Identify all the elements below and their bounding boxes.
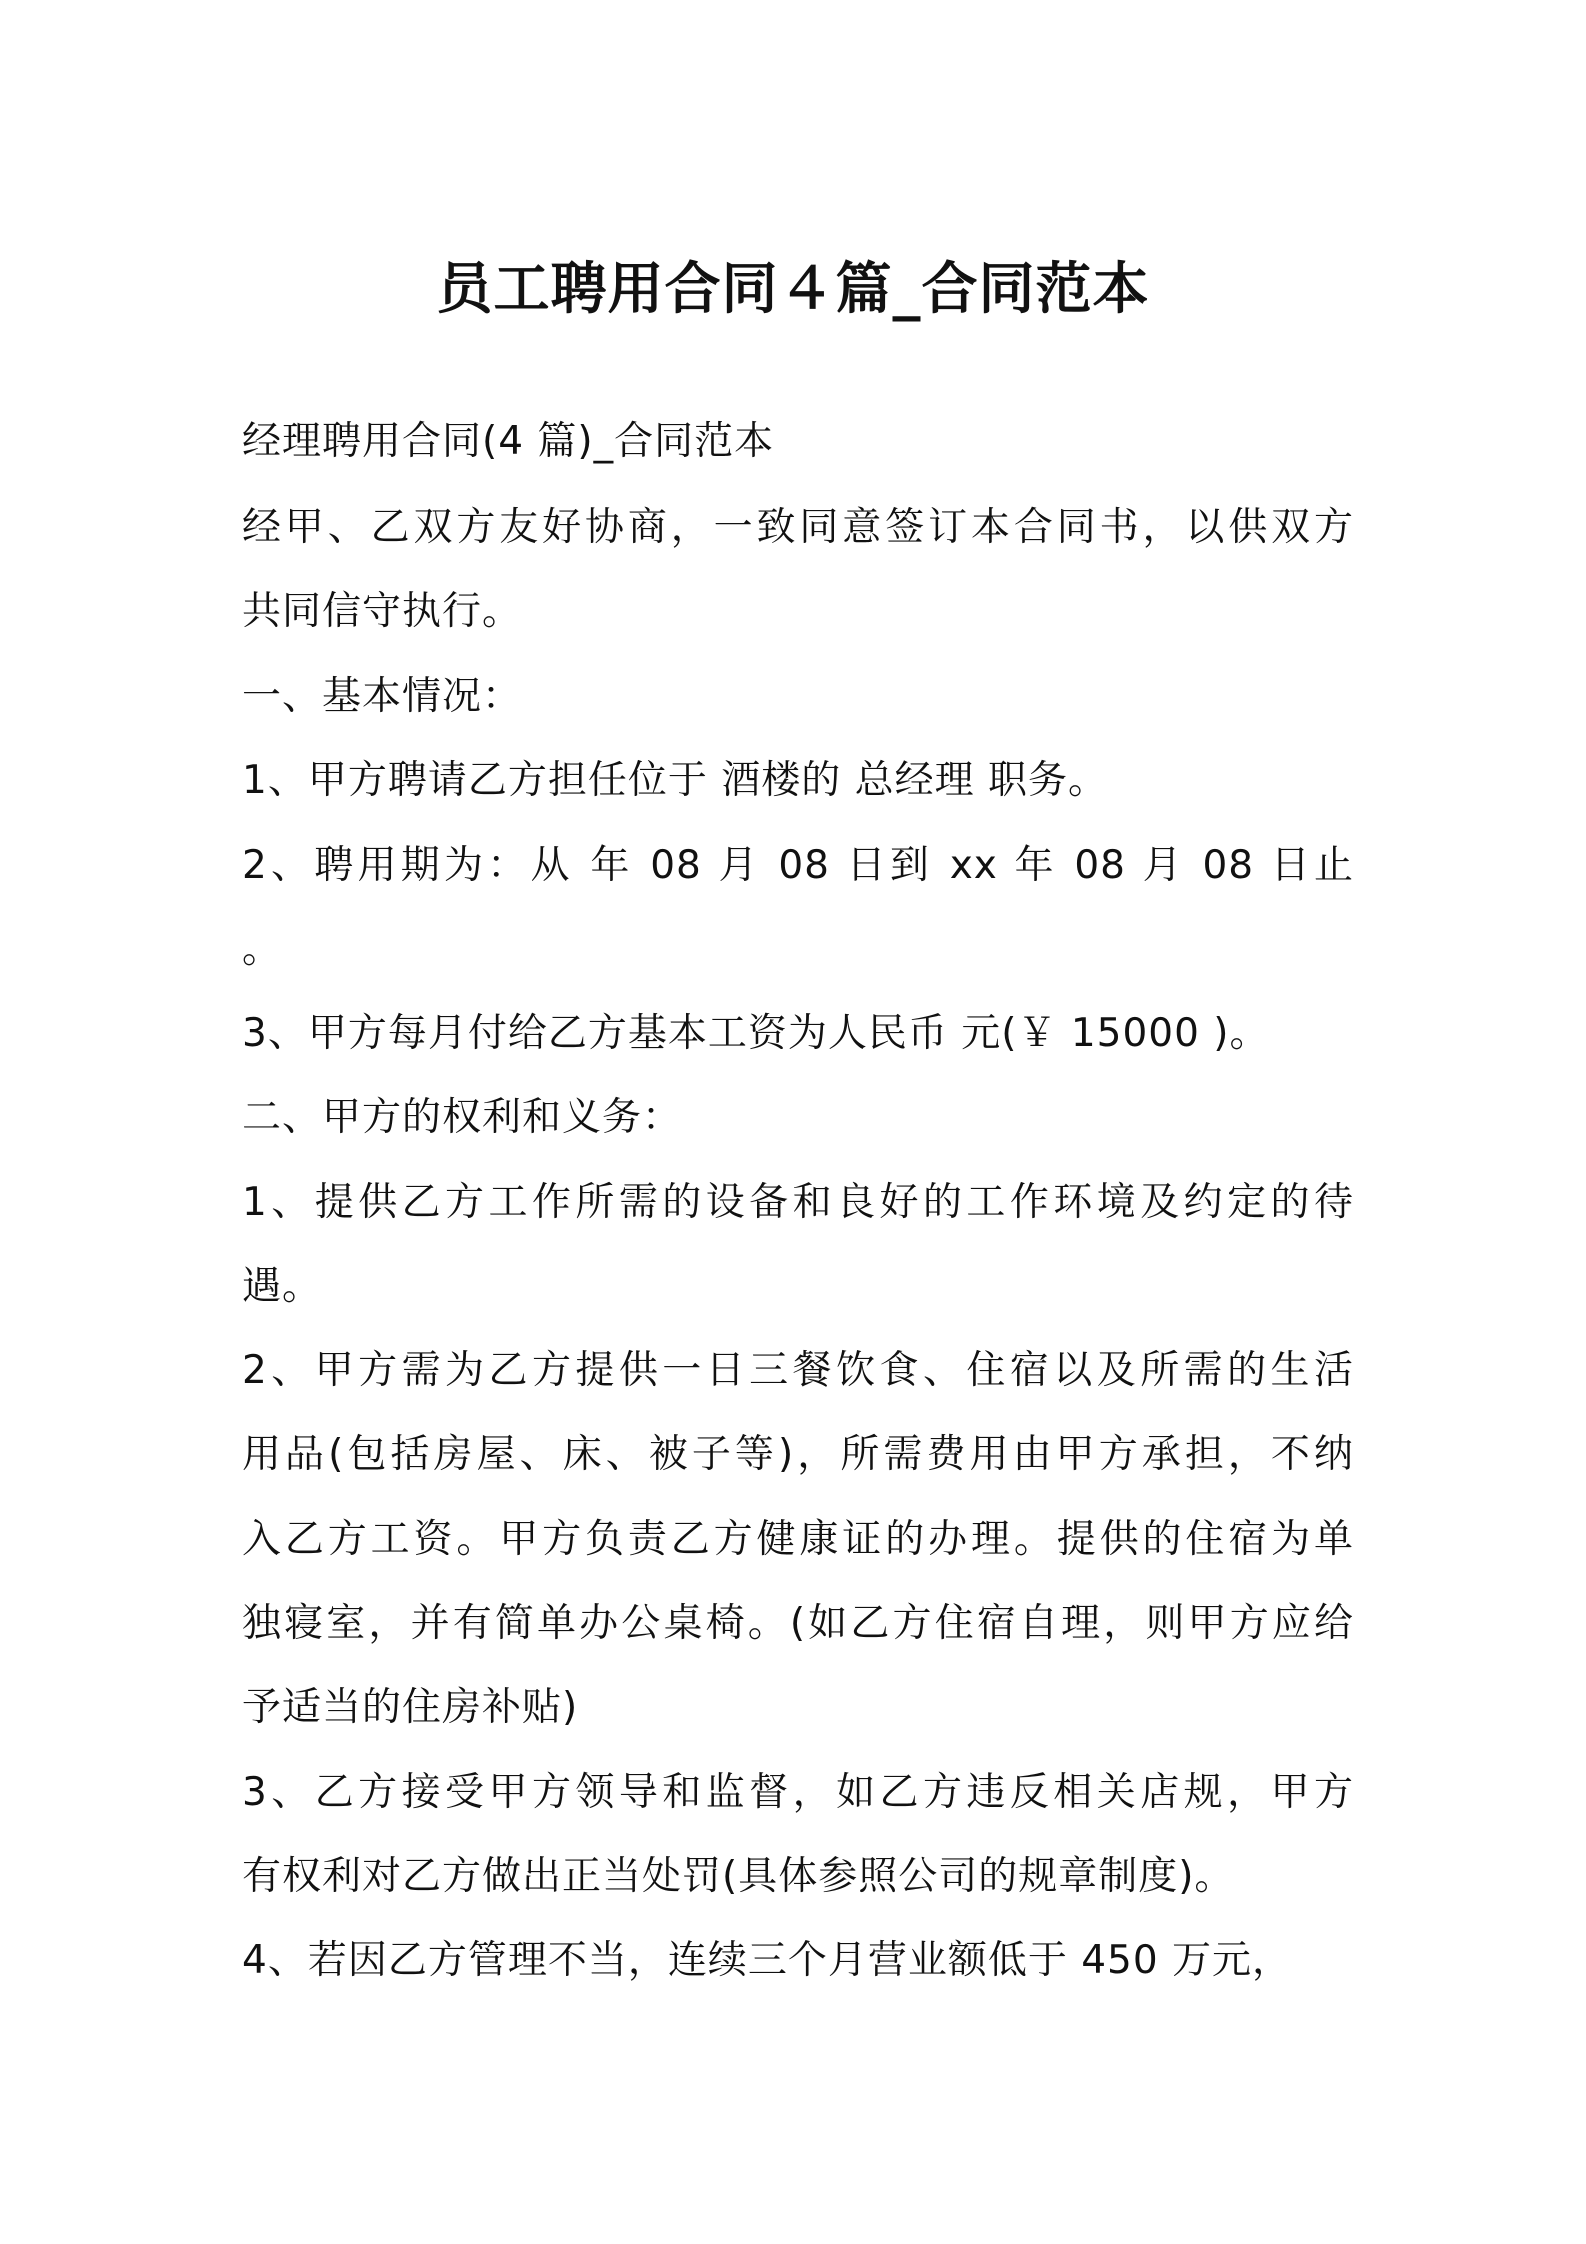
clause-line: 入乙方工资。甲方负责乙方健康证的办理。提供的住宿为单 (242, 1517, 1354, 1562)
document-title: 员工聘用合同４篇_合同范本 (436, 257, 1150, 322)
clause-line: 独寝室，并有简单办公桌椅。(如乙方住宿自理，则甲方应给 (242, 1601, 1354, 1646)
clause-line: 予适当的住房补贴) (242, 1685, 579, 1730)
subtitle-line: 经理聘用合同(4 篇)_合同范本 (242, 419, 775, 464)
clause-line: 3、乙方接受甲方领导和监督，如乙方违反相关店规，甲方 (242, 1770, 1354, 1815)
section-heading: 一、基本情况： (242, 674, 523, 719)
clause-line: 2、聘用期为：从 年 08 月 08 日到 xx 年 08 月 08 日止 (242, 843, 1354, 888)
clause-line: 用品(包括房屋、床、被子等)，所需费用由甲方承担，不纳 (242, 1432, 1354, 1477)
paragraph-line: 共同信守执行。 (242, 589, 523, 634)
clause-line: 遇。 (242, 1264, 323, 1309)
clause-line: 4、若因乙方管理不当，连续三个月营业额低于 450 万元， (242, 1938, 1293, 1983)
clause-line: 有权利对乙方做出正当处罚(具体参照公司的规章制度)。 (242, 1854, 1235, 1899)
paragraph-line: 经甲、乙双方友好协商，一致同意签订本合同书，以供双方 (242, 505, 1354, 550)
clause-line: 2、甲方需为乙方提供一日三餐饮食、住宿以及所需的生活 (242, 1348, 1354, 1393)
section-heading: 二、甲方的权利和义务： (242, 1095, 683, 1140)
clause-line: 。 (242, 927, 283, 972)
clause-line: 3、甲方每月付给乙方基本工资为人民币 元(￥ 15000 )。 (242, 1011, 1270, 1056)
clause-line: 1、甲方聘请乙方担任位于 酒楼的 总经理 职务。 (242, 758, 1109, 803)
clause-line: 1、提供乙方工作所需的设备和良好的工作环境及约定的待 (242, 1180, 1354, 1225)
